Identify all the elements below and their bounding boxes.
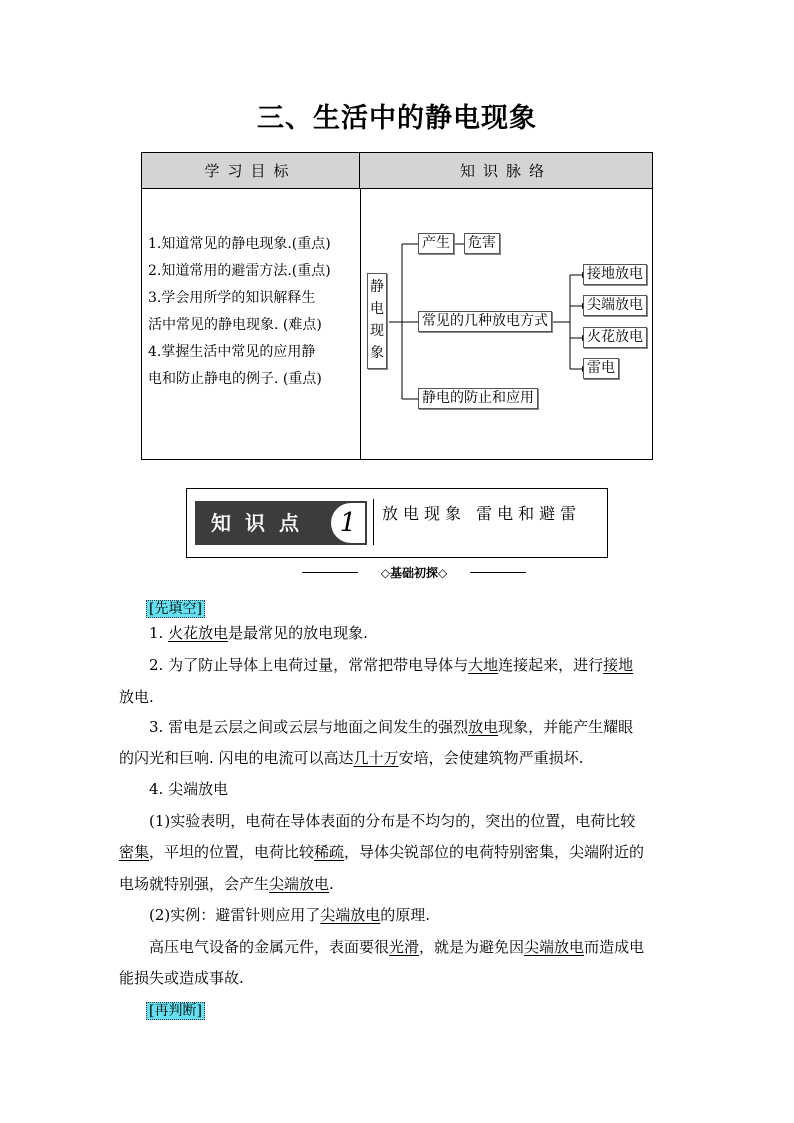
blank-answer: 尖端放电: [320, 906, 381, 924]
map-node-harm: 危害: [464, 233, 500, 254]
divider-line-right: [470, 572, 526, 573]
divider-line-left: [302, 572, 358, 573]
map-node-prevention: 静电的防止和应用: [418, 388, 538, 409]
text-line-2b: 放电.: [119, 688, 154, 706]
blank-answer: 稀疏: [314, 843, 345, 861]
text-line-6: (2)实例：避雷针则应用了尖端放电的原理.: [149, 906, 431, 924]
text-line-5a: (1)实验表明，电荷在导体表面的分布是不均匀的，突出的位置，电荷比较: [149, 812, 636, 830]
map-item-lightning: 雷电: [583, 358, 619, 379]
blank-answer: 火花放电: [168, 624, 229, 642]
map-root-static-phenomena: 静电现象: [367, 273, 387, 369]
map-item-ground-discharge: 接地放电: [583, 264, 647, 285]
page-title: 三、生活中的静电现象: [257, 103, 537, 134]
judge-tag: [146, 1000, 205, 1021]
goal-line: 3.学会用所学的知识解释生: [148, 290, 316, 306]
goal-line: 活中常见的静电现象. (难点): [148, 317, 322, 333]
goal-line: 1.知道常见的静电现象.(重点): [148, 236, 331, 252]
tag-fill-blank: [先填空]: [146, 600, 205, 618]
map-item-spark-discharge: 火花放电: [583, 327, 647, 348]
map-node-produce: 产生: [418, 233, 454, 254]
knowledge-point-banner: [186, 488, 608, 558]
blank-answer: 接地: [603, 656, 634, 674]
goal-line: 4.掌握生活中常见的应用静: [148, 344, 316, 360]
text-line-5b: 密集，平坦的位置，电荷比较稀疏，导体尖锐部位的电荷特别密集，尖端附近的: [119, 843, 645, 861]
learning-goals: [148, 231, 354, 393]
basic-exploration-divider: [302, 564, 526, 580]
text-line-3b: 的闪光和巨响. 闪电的电流可以高达几十万安培，会使建筑物严重损坏.: [119, 749, 584, 767]
text-line-1: 1. 火花放电是最常见的放电现象.: [149, 624, 368, 642]
blank-answer: 光滑: [389, 938, 420, 956]
divider-label: ◇基础初探◇: [380, 566, 448, 580]
header-knowledge-map: 知识脉络: [360, 153, 652, 189]
map-item-point-discharge: 尖端放电: [583, 295, 647, 316]
fill-blank-tag: [146, 598, 205, 619]
goal-line: 电和防止静电的例子. (重点): [148, 371, 322, 387]
goal-line: 2.知道常用的避雷方法.(重点): [148, 263, 331, 279]
text-line-7b: 能损失或造成事故.: [119, 969, 244, 987]
blank-answer: 大地: [468, 656, 499, 674]
map-node-discharge-modes: 常见的几种放电方式: [418, 311, 552, 332]
section-title: 放电现象 雷电和避雷: [373, 499, 607, 545]
blank-answer: 尖端放电: [269, 875, 330, 893]
blank-answer: 放电: [468, 718, 499, 736]
blank-answer: 尖端放电: [524, 938, 585, 956]
blank-answer: 密集: [119, 843, 150, 861]
tag-judge: [再判断]: [146, 1002, 205, 1020]
text-line-3a: 3. 雷电是云层之间或云层与地面之间发生的强烈放电现象，并能产生耀眼: [149, 718, 634, 736]
objectives-table: [141, 152, 653, 460]
text-line-2a: 2. 为了防止导体上电荷过量，常常把带电导体与大地连接起来，进行接地: [149, 656, 634, 674]
text-line-4: 4. 尖端放电: [149, 780, 229, 798]
header-learning-goals: 学习目标: [142, 153, 360, 189]
knowledge-point-badge: 知识点: [195, 501, 365, 545]
text-line-5c: 电场就特别强，会产生尖端放电.: [119, 875, 334, 893]
blank-answer: 几十万: [353, 749, 399, 767]
knowledge-point-number: 1: [329, 501, 367, 545]
text-line-7a: 高压电气设备的金属元件，表面要很光滑，就是为避免因尖端放电而造成电: [149, 938, 645, 956]
